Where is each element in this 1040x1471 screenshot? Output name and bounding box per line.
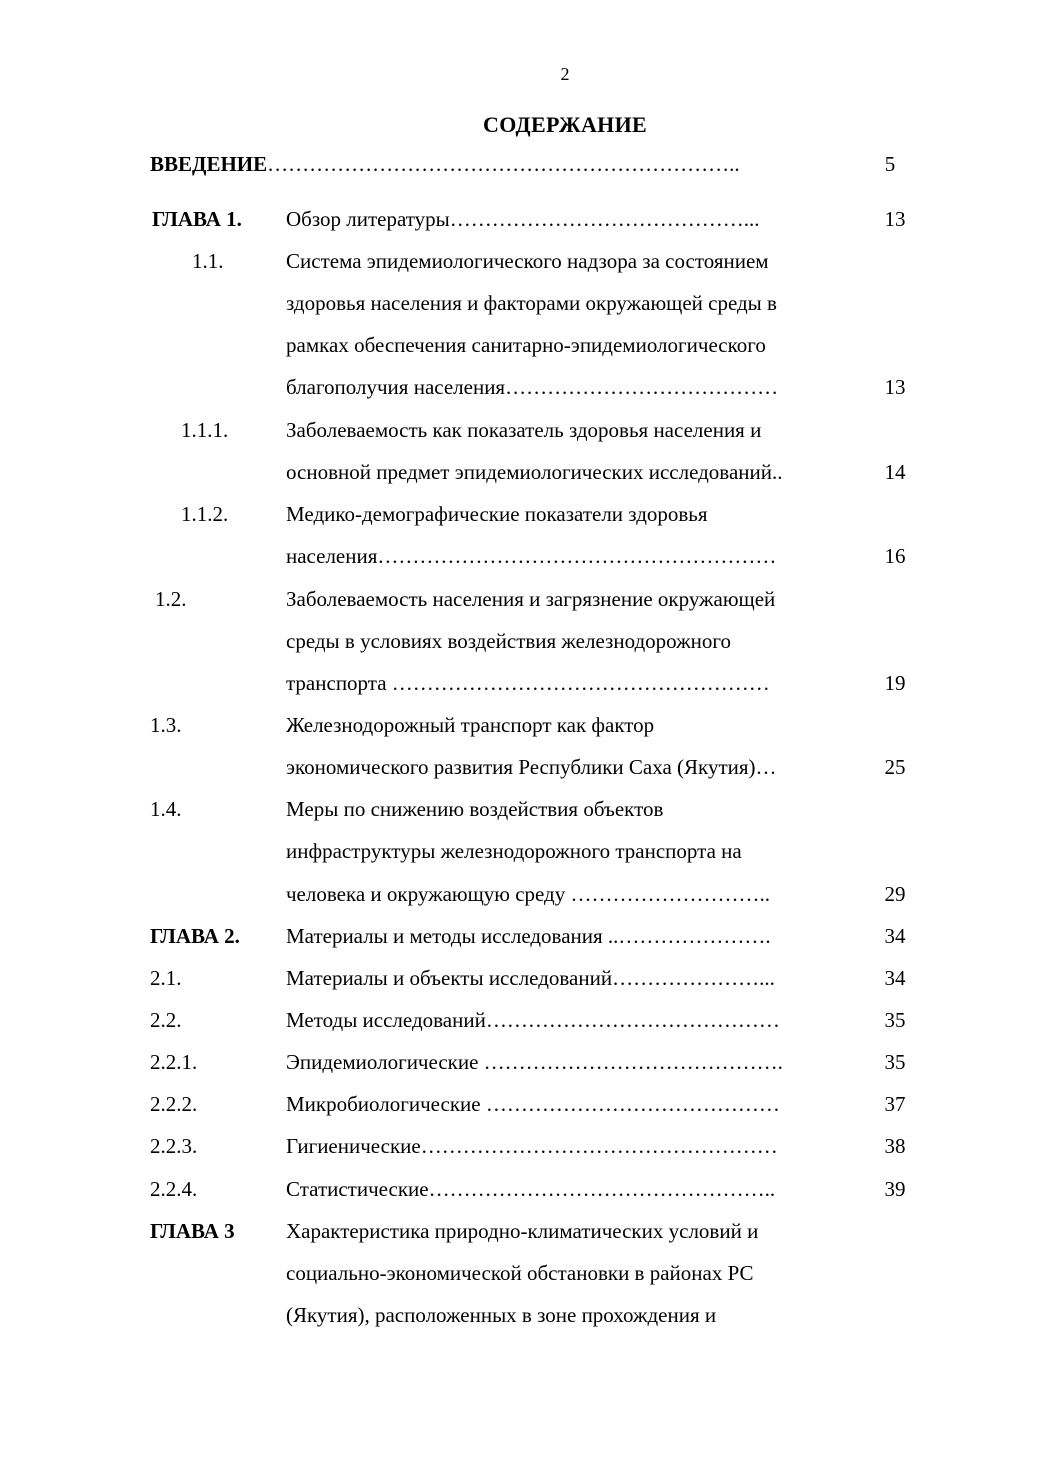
toc-entry-number: ГЛАВА 1. xyxy=(152,207,242,231)
toc-entry-text: социально-экономической обстановки в районах РС xyxy=(286,1261,754,1285)
toc-entry-text: (Якутия), расположенных в зоне прохождения и xyxy=(286,1303,717,1327)
toc-entry-text: Заболеваемость населения и загрязнение окружающей xyxy=(286,587,776,611)
toc-entry-text: среды в условиях воздействия железнодорожного xyxy=(286,629,731,653)
toc-entry-page: 34 xyxy=(884,966,906,990)
toc-entry-page: 38 xyxy=(884,1134,906,1158)
toc-entry-text: благополучия населения………………………………… xyxy=(286,375,779,399)
toc-entry-page: 35 xyxy=(884,1008,906,1032)
toc-entry-number: 2.2.1. xyxy=(150,1050,198,1074)
toc-entry-number: 1.4. xyxy=(150,797,182,821)
toc-entry-number: 2.2. xyxy=(150,1008,182,1032)
toc-entry-text: экономического развития Республики Саха (Якутия)… xyxy=(286,755,777,779)
toc-entry-page: 14 xyxy=(884,460,906,484)
toc-entry-text: транспорта ……………………………………………… xyxy=(286,671,770,695)
toc-entry-number: 2.2.3. xyxy=(150,1134,198,1158)
toc-entry-page: 35 xyxy=(884,1050,906,1074)
toc-entry-number: ГЛАВА 3 xyxy=(150,1219,235,1243)
toc-entry-number: 2.2.4. xyxy=(150,1177,198,1201)
toc-entry-text: человека и окружающую среду ……………………….. xyxy=(286,882,770,906)
toc-intro-dots: ………………………………………………………….. xyxy=(267,152,740,176)
toc-entry-text: Статистические………………………………………….. xyxy=(286,1177,776,1201)
toc-entry-page: 13 xyxy=(884,375,906,399)
toc-entry-page: 25 xyxy=(884,755,906,779)
toc-entry-text: Система эпидемиологического надзора за состоянием xyxy=(286,249,769,273)
toc-entry-text: Обзор литературы……………………………………... xyxy=(286,207,760,231)
toc-entry-number: 2.1. xyxy=(150,966,182,990)
toc-entry-text: инфраструктуры железнодорожного транспорта на xyxy=(286,839,742,863)
toc-entry-text: Эпидемиологические ……………………………………. xyxy=(286,1050,783,1074)
toc-entry-page: 29 xyxy=(884,882,906,906)
toc-entry-text: Материалы и объекты исследований…………………... xyxy=(286,966,775,990)
toc-entry-text: населения………………………………………………… xyxy=(286,544,777,568)
toc-intro-page: 5 xyxy=(884,152,896,176)
toc-entry-text: Меры по снижению воздействия объектов xyxy=(286,797,664,821)
toc-entry-text: Железнодорожный транспорт как фактор xyxy=(286,713,655,737)
toc-entry-text: рамках обеспечения санитарно-эпидемиологического xyxy=(286,333,766,357)
toc-entry-number: 1.1.2. xyxy=(181,502,229,526)
toc-entry-page: 39 xyxy=(884,1177,906,1201)
toc-entry-text: Материалы и методы исследования ..…………………. xyxy=(286,924,771,948)
toc-entry-text: Заболеваемость как показатель здоровья населения и xyxy=(286,418,762,442)
toc-entry-text: Микробиологические …………………………………… xyxy=(286,1092,780,1116)
toc-entry-number: 1.3. xyxy=(150,713,182,737)
toc-entry-text: Гигиенические…………………………………………… xyxy=(286,1134,778,1158)
toc-entry-text: Методы исследований…………………………………… xyxy=(286,1008,780,1032)
toc-entry-page: 19 xyxy=(884,671,906,695)
toc-entry-page: 13 xyxy=(884,207,906,231)
page-title: СОДЕРЖАНИЕ xyxy=(483,112,647,137)
toc-entry-page: 34 xyxy=(884,924,906,948)
toc-entry-number: 1.2. xyxy=(155,587,187,611)
toc-entry-number: ГЛАВА 2. xyxy=(150,924,240,948)
toc-entry-text: Медико-демографические показатели здоровья xyxy=(286,502,708,526)
toc-entry-page: 37 xyxy=(884,1092,906,1116)
toc-entry-number: 2.2.2. xyxy=(150,1092,198,1116)
toc-entry-number: 1.1. xyxy=(192,249,224,273)
toc-entry-text: Характеристика природно-климатических условий и xyxy=(286,1219,759,1243)
toc-intro-label: ВВЕДЕНИЕ xyxy=(150,152,268,176)
page-number: 2 xyxy=(560,64,570,84)
toc-entry-text: здоровья населения и факторами окружающей среды в xyxy=(286,291,777,315)
toc-entry-page: 16 xyxy=(884,544,906,568)
toc-entry-number: 1.1.1. xyxy=(181,418,229,442)
toc-entry-text: основной предмет эпидемиологических исследований.. xyxy=(286,460,783,484)
toc-intro xyxy=(150,152,860,177)
